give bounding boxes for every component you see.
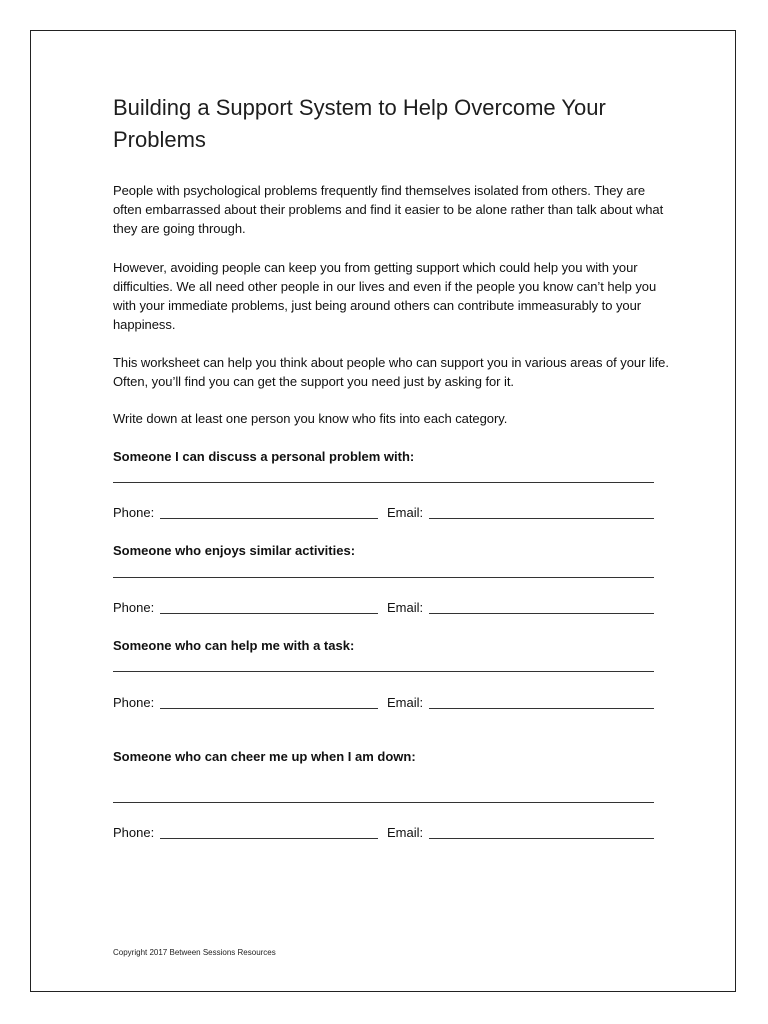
section-heading-help-with-task: Someone who can help me with a task:	[113, 638, 355, 653]
name-entry-line-help-with-task[interactable]	[113, 671, 654, 672]
email-label: Email:	[387, 695, 424, 710]
phone-label: Phone:	[113, 695, 155, 710]
page-title: Building a Support System to Help Overcome Your Problems	[113, 95, 606, 152]
email-entry-line-similar-activities[interactable]	[429, 613, 654, 614]
instructions-paragraph: Write down at least one person you know who fits into each category.	[113, 411, 508, 426]
phone-entry-line-personal-problem[interactable]	[160, 518, 378, 519]
name-entry-line-similar-activities[interactable]	[113, 577, 654, 578]
phone-entry-line-help-with-task[interactable]	[160, 708, 378, 709]
name-entry-line-personal-problem[interactable]	[113, 482, 654, 483]
intro-paragraph-3: This worksheet can help you think about people who can support you in various areas of your life. Often, you’ll find you can get the support you need just by asking for it.	[113, 355, 669, 389]
email-entry-line-help-with-task[interactable]	[429, 708, 654, 709]
phone-entry-line-similar-activities[interactable]	[160, 613, 378, 614]
name-entry-line-cheer-me-up[interactable]	[113, 802, 654, 803]
email-entry-line-cheer-me-up[interactable]	[429, 838, 654, 839]
intro-paragraph-2: However, avoiding people can keep you from getting support which could help you with your difficulties. We all need other people in our lives and even if the people you know can’t help you with your immediate problems, just being around others can contribute immeasurably to your happiness.	[113, 260, 657, 332]
section-heading-cheer-me-up: Someone who can cheer me up when I am down:	[113, 749, 416, 764]
email-label: Email:	[387, 825, 424, 840]
phone-label: Phone:	[113, 505, 155, 520]
section-heading-similar-activities: Someone who enjoys similar activities:	[113, 543, 356, 558]
intro-paragraph-1: People with psychological problems frequently find themselves isolated from others. They are often embarrassed about their problems and find it easier to be alone rather than talk about what they are going through.	[113, 183, 664, 236]
phone-label: Phone:	[113, 825, 155, 840]
copyright-notice: Copyright 2017 Between Sessions Resources	[113, 948, 276, 957]
phone-entry-line-cheer-me-up[interactable]	[160, 838, 378, 839]
phone-label: Phone:	[113, 600, 155, 615]
section-heading-personal-problem: Someone I can discuss a personal problem with:	[113, 449, 415, 464]
email-label: Email:	[387, 600, 424, 615]
email-label: Email:	[387, 505, 424, 520]
email-entry-line-personal-problem[interactable]	[429, 518, 654, 519]
